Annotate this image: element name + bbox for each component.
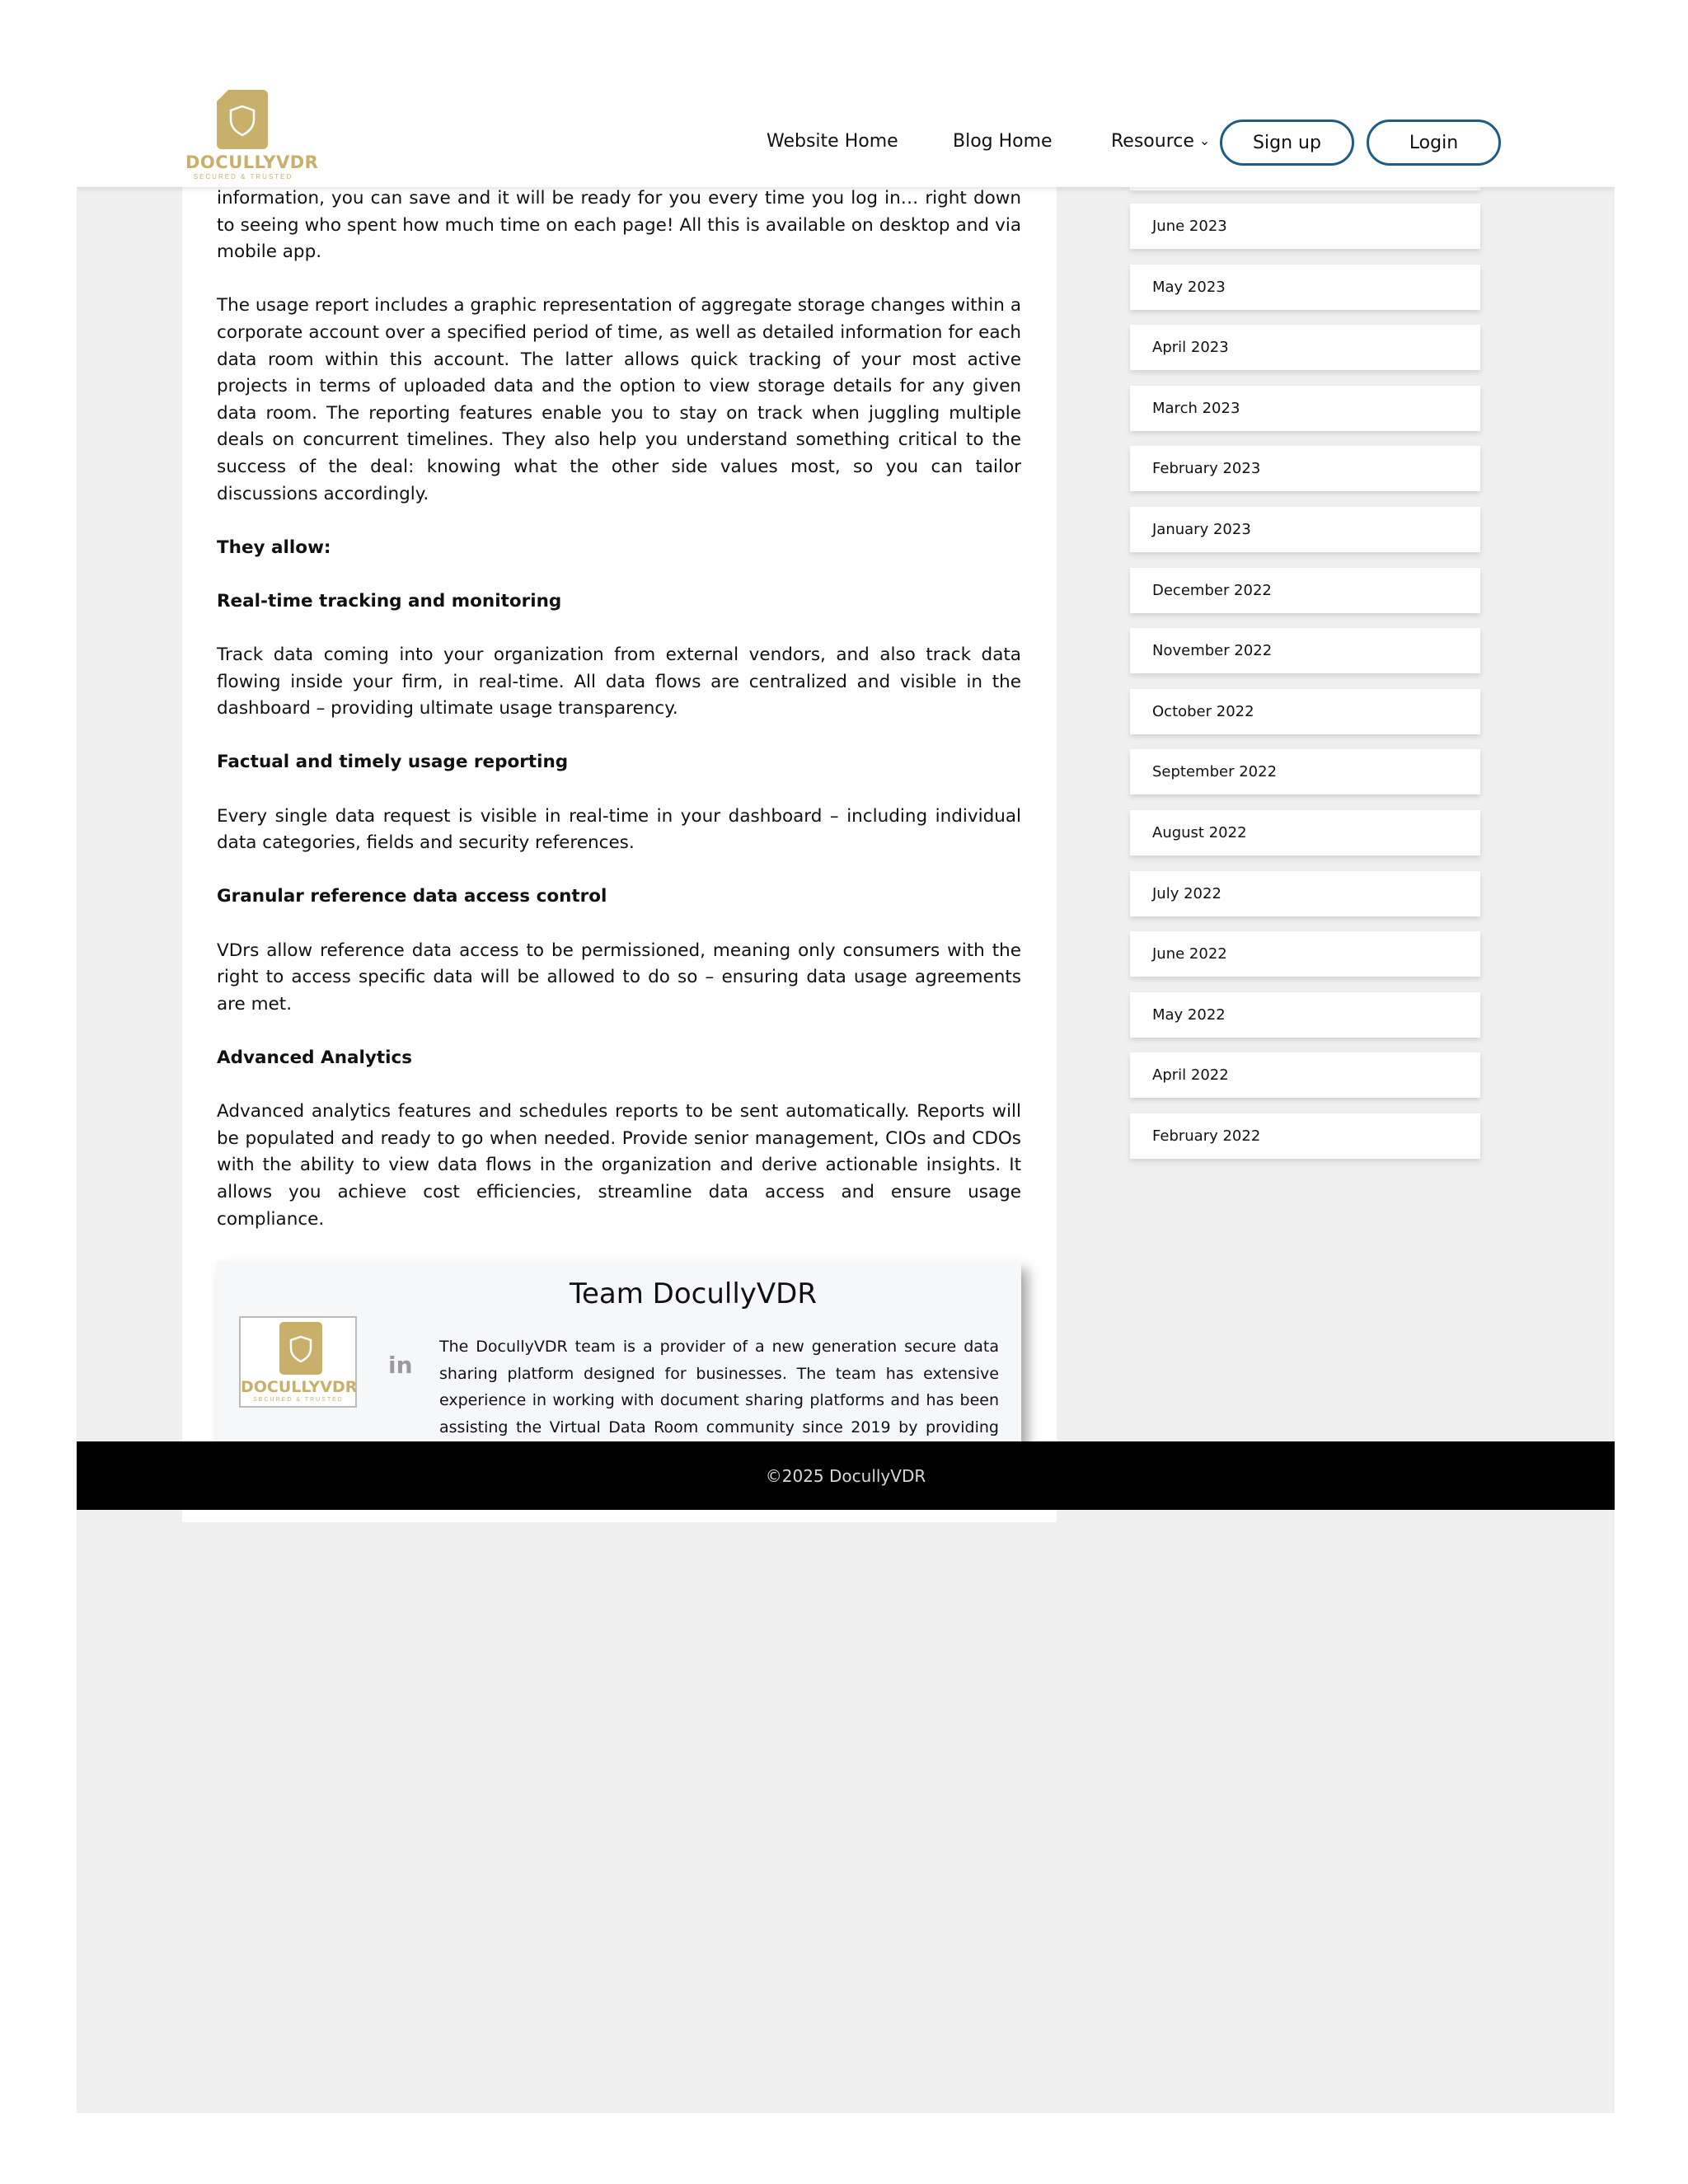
nav-resource-label: Resource xyxy=(1111,131,1194,152)
author-logo-tagline: SECURED & TRUSTED xyxy=(253,1397,344,1403)
archive-item[interactable]: February 2023 xyxy=(1130,446,1480,491)
article-paragraph: Advanced analytics features and schedules reports to be sent automatically. Reports will be populated and ready to go when needed. Provide senior management, CIOs and CDOs with the ability to view data flows in the organization and derive actionable insights. It allows you achieve cost efficiencies, streamline data access and ensure usage compliance. xyxy=(217,1101,1021,1230)
footer-copyright: ©2025 DocullyVDR xyxy=(765,1466,926,1486)
archive-item[interactable]: April 2022 xyxy=(1130,1052,1480,1098)
main-nav xyxy=(77,120,1615,166)
article-body xyxy=(217,187,1021,1260)
archive-item[interactable]: January 2023 xyxy=(1130,507,1480,552)
nav-resource[interactable] xyxy=(1111,131,1210,152)
logo-wordmark: DOCULLYVDR xyxy=(185,152,319,172)
archive-item[interactable]: June 2023 xyxy=(1130,204,1480,249)
nav-website-home[interactable]: Website Home xyxy=(767,131,898,152)
article-subheading: Factual and timely usage reporting xyxy=(217,752,569,773)
author-box xyxy=(217,1261,1021,1465)
article-paragraph: information, you can save and it will be ready for you every time you log in… right down to seeing who spent how much time on each page! All this is available on desktop and via mobile app. xyxy=(217,188,1021,263)
article-paragraph: Every single data request is visible in real-time in your dashboard – including individual data categories, fields and security references. xyxy=(217,805,1021,854)
footer xyxy=(77,1441,1615,1510)
linkedin-icon[interactable]: in xyxy=(388,1352,413,1379)
article-subheading: They allow: xyxy=(217,537,331,558)
author-logo-badge xyxy=(279,1322,322,1375)
archive-item[interactable]: April 2023 xyxy=(1130,325,1480,370)
article-subheading: Granular reference data access control xyxy=(217,886,607,907)
archive-item[interactable]: March 2023 xyxy=(1130,386,1480,431)
site-header xyxy=(77,77,1615,187)
article-card xyxy=(182,187,1057,1522)
archive-item[interactable]: February 2022 xyxy=(1130,1113,1480,1159)
author-logo-wordmark: DOCULLYVDR xyxy=(241,1378,358,1396)
article-subheading: Real-time tracking and monitoring xyxy=(217,590,562,612)
shield-icon xyxy=(279,1322,322,1375)
archive-item[interactable]: November 2022 xyxy=(1130,628,1480,673)
signup-button[interactable]: Sign up xyxy=(1220,120,1354,166)
archive-item[interactable]: October 2022 xyxy=(1130,689,1480,734)
article-subheading: Advanced Analytics xyxy=(217,1047,413,1068)
article-paragraph: VDrs allow reference data access to be permissioned, meaning only consumers with the right to access specific data will be allowed to do so – ensuring data usage agreements are met. xyxy=(217,940,1021,1015)
login-button[interactable]: Login xyxy=(1367,120,1501,166)
author-bio: The DocullyVDR team is a provider of a new generation secure data sharing platform designed for businesses. The team has extensive experience in working with document sharing platforms and has been assisting the Virtual Data Room community since 2019 by providing xyxy=(439,1338,999,1436)
archive-item[interactable]: December 2022 xyxy=(1130,568,1480,613)
archive-item[interactable]: July 2022 xyxy=(1130,871,1480,916)
archive-item[interactable]: June 2022 xyxy=(1130,931,1480,977)
archive-item[interactable]: September 2022 xyxy=(1130,749,1480,794)
logo-tagline: SECURED & TRUSTED xyxy=(193,173,293,180)
archive-item[interactable]: May 2022 xyxy=(1130,992,1480,1038)
author-avatar xyxy=(239,1316,357,1408)
archive-item[interactable]: May 2023 xyxy=(1130,265,1480,310)
page-viewport xyxy=(77,77,1615,2113)
article-paragraph: Track data coming into your organization from external vendors, and also track data flowing inside your firm, in real-time. All data flows are centralized and visible in the dashboard – providing ultimate usage transparency. xyxy=(217,644,1021,719)
archive-item-cutoff xyxy=(1130,187,1480,190)
archive-item[interactable]: August 2022 xyxy=(1130,810,1480,855)
article-paragraph: The usage report includes a graphic representation of aggregate storage changes within a corporate account over a specified period of time, as well as detailed information for each data room within this account. The latter allows quick tracking of your most active projects in terms of uploaded data and the option to view storage details for any given data room. The reporting features enable you to stay on track when juggling multiple deals on concurrent timelines. They also help you understand something critical to the success of the deal: knowing what the other side values most, so you can tailor discussions accordingly. xyxy=(217,295,1021,504)
author-name: Team DocullyVDR xyxy=(570,1277,817,1310)
chevron-down-icon: ⌄ xyxy=(1198,133,1211,148)
nav-blog-home[interactable]: Blog Home xyxy=(953,131,1053,152)
